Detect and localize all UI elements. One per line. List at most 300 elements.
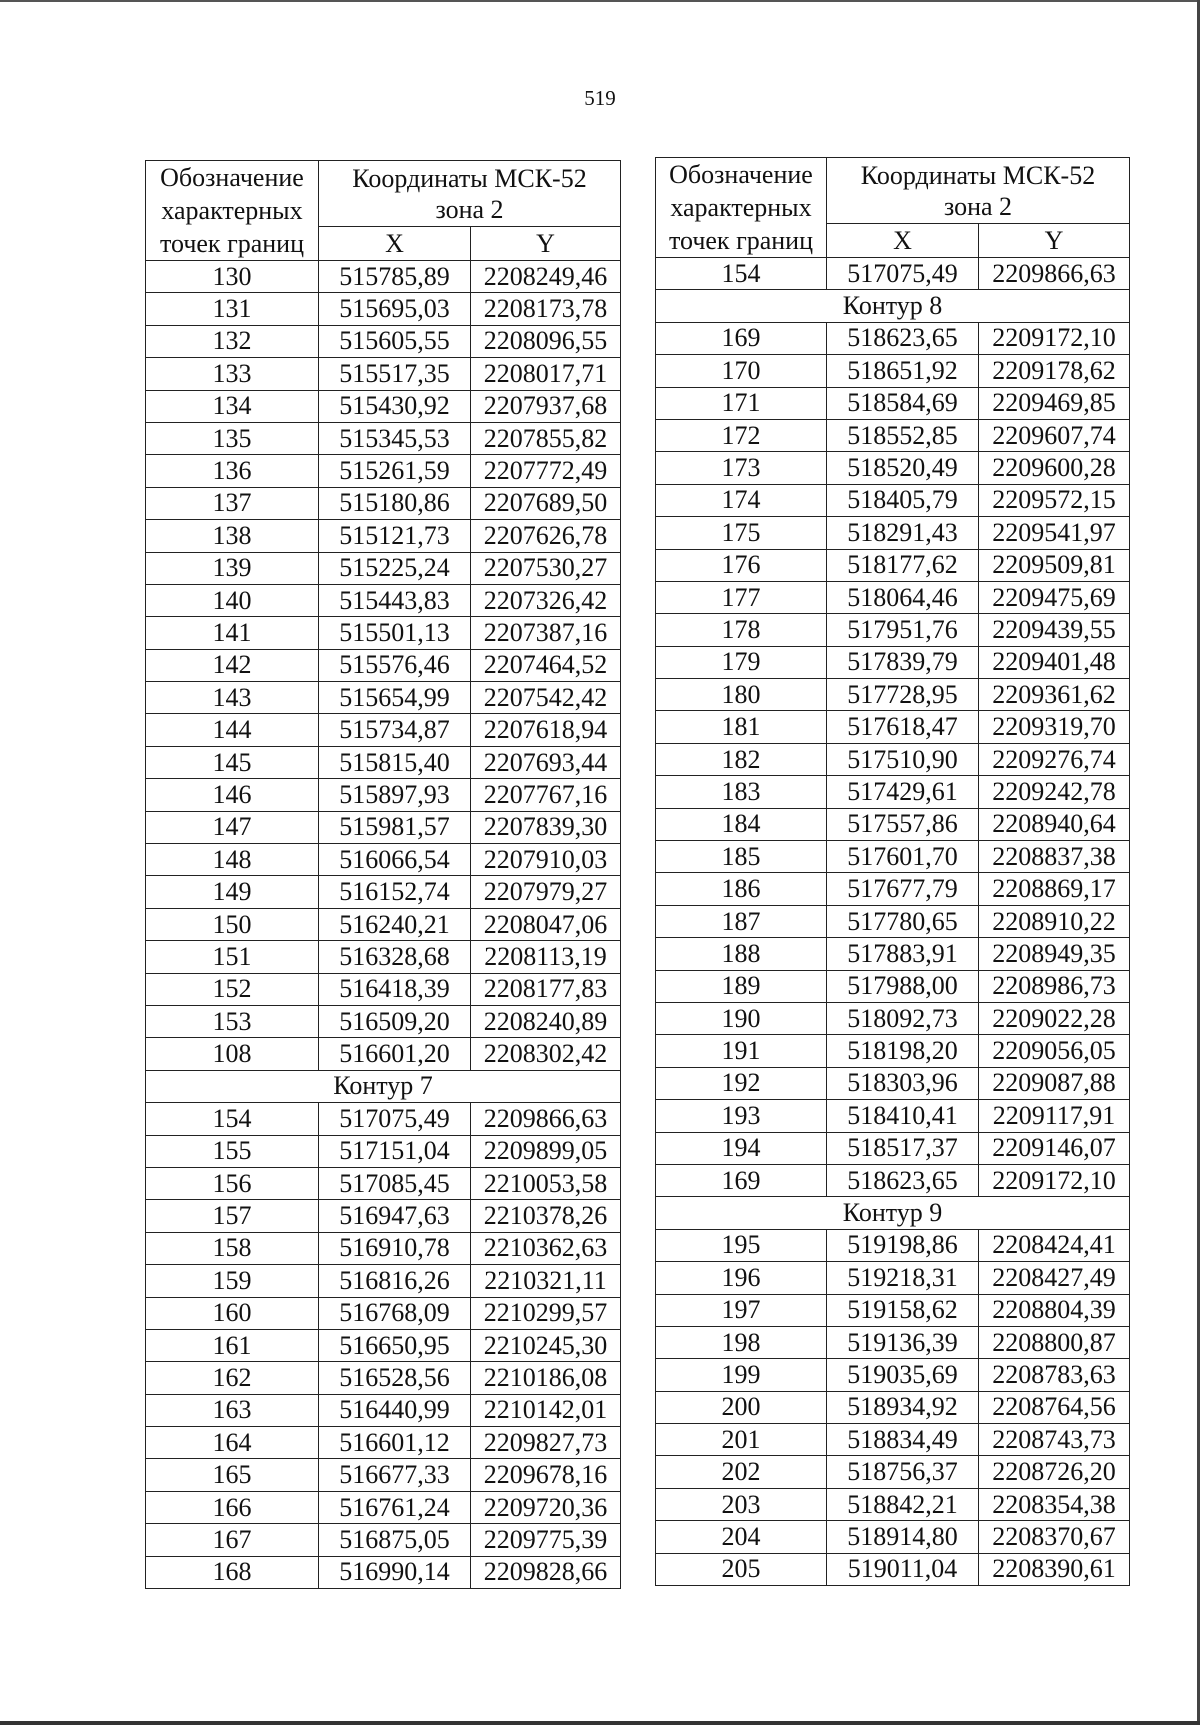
table-row xyxy=(146,908,621,940)
x-coordinate-cell: 516152,74 xyxy=(319,876,471,908)
x-coordinate-cell: 518291,43 xyxy=(827,517,979,549)
table-row xyxy=(656,1294,1130,1326)
point-id-cell: 171 xyxy=(656,387,827,419)
table-row xyxy=(656,355,1130,387)
x-coordinate-cell: 518934,92 xyxy=(827,1391,979,1423)
table-row xyxy=(146,1524,621,1556)
point-id-cell: 166 xyxy=(146,1491,319,1523)
point-id-cell: 187 xyxy=(656,905,827,937)
x-coordinate-cell: 516910,78 xyxy=(319,1232,471,1264)
table-row xyxy=(146,941,621,973)
table-row xyxy=(146,1135,621,1167)
designation-header-line: Обозначение xyxy=(160,163,304,192)
contour-label: Контур 9 xyxy=(656,1197,1130,1229)
table-row xyxy=(656,1488,1130,1520)
y-coordinate-cell: 2208940,64 xyxy=(979,808,1130,840)
y-coordinate-cell: 2208113,19 xyxy=(471,941,621,973)
point-id-cell: 200 xyxy=(656,1391,827,1423)
point-id-cell: 203 xyxy=(656,1488,827,1520)
y-coordinate-cell: 2209866,63 xyxy=(979,258,1130,290)
x-coordinate-cell: 515261,59 xyxy=(319,455,471,487)
x-coordinate-cell: 518756,37 xyxy=(827,1456,979,1488)
designation-header xyxy=(656,158,827,258)
y-coordinate-cell: 2210378,26 xyxy=(471,1200,621,1232)
y-coordinate-cell: 2209475,69 xyxy=(979,581,1130,613)
y-coordinate-cell: 2208096,55 xyxy=(471,325,621,357)
table-row xyxy=(146,714,621,746)
x-coordinate-cell: 517988,00 xyxy=(827,970,979,1002)
point-id-cell: 152 xyxy=(146,973,319,1005)
y-coordinate-cell: 2208743,73 xyxy=(979,1424,1130,1456)
table-row xyxy=(146,617,621,649)
y-coordinate-cell: 2207542,42 xyxy=(471,682,621,714)
y-coordinate-cell: 2208783,63 xyxy=(979,1359,1130,1391)
x-coordinate-cell: 516990,14 xyxy=(319,1556,471,1588)
x-coordinate-cell: 515897,93 xyxy=(319,779,471,811)
point-id-cell: 194 xyxy=(656,1132,827,1164)
x-coordinate-cell: 518552,85 xyxy=(827,419,979,451)
point-id-cell: 146 xyxy=(146,779,319,811)
x-coordinate-cell: 516528,56 xyxy=(319,1362,471,1394)
table-row xyxy=(146,455,621,487)
designation-header-line: характерных xyxy=(161,196,303,225)
point-id-cell: 182 xyxy=(656,743,827,775)
y-coordinate-cell: 2208804,39 xyxy=(979,1294,1130,1326)
table-row xyxy=(656,646,1130,678)
point-id-cell: 147 xyxy=(146,811,319,843)
y-coordinate-cell: 2208047,06 xyxy=(471,908,621,940)
table-row xyxy=(656,258,1130,290)
point-id-cell: 165 xyxy=(146,1459,319,1491)
table-row xyxy=(146,844,621,876)
point-id-cell: 149 xyxy=(146,876,319,908)
y-coordinate-cell: 2210053,58 xyxy=(471,1167,621,1199)
designation-header xyxy=(146,161,319,261)
table-row xyxy=(146,1005,621,1037)
x-coordinate-cell: 516328,68 xyxy=(319,941,471,973)
point-id-cell: 204 xyxy=(656,1521,827,1553)
coordinates-header-line: Координаты МСК-52 xyxy=(860,160,1096,190)
y-coordinate-cell: 2208949,35 xyxy=(979,938,1130,970)
x-coordinate-cell: 515517,35 xyxy=(319,358,471,390)
table-row xyxy=(656,808,1130,840)
point-id-cell: 195 xyxy=(656,1229,827,1261)
x-coordinate-cell: 516601,12 xyxy=(319,1427,471,1459)
x-coordinate-cell: 516677,33 xyxy=(319,1459,471,1491)
designation-header-line: точек границ xyxy=(159,229,305,258)
y-coordinate-cell: 2208370,67 xyxy=(979,1521,1130,1553)
point-id-cell: 201 xyxy=(656,1424,827,1456)
y-coordinate-cell: 2209172,10 xyxy=(979,322,1130,354)
y-coordinate-cell: 2209178,62 xyxy=(979,355,1130,387)
y-coordinate-cell: 2207855,82 xyxy=(471,422,621,454)
point-id-cell: 184 xyxy=(656,808,827,840)
point-id-cell: 157 xyxy=(146,1200,319,1232)
y-coordinate-cell: 2210245,30 xyxy=(471,1329,621,1361)
point-id-cell: 175 xyxy=(656,517,827,549)
table-row xyxy=(656,614,1130,646)
y-coordinate-cell: 2209720,36 xyxy=(471,1491,621,1523)
table-row xyxy=(656,484,1130,516)
y-coordinate-cell: 2208837,38 xyxy=(979,841,1130,873)
table-row xyxy=(146,325,621,357)
y-coordinate-cell: 2208869,17 xyxy=(979,873,1130,905)
point-id-cell: 197 xyxy=(656,1294,827,1326)
y-coordinate-cell: 2207464,52 xyxy=(471,649,621,681)
x-coordinate-cell: 518303,96 xyxy=(827,1067,979,1099)
table-row xyxy=(656,1456,1130,1488)
y-coordinate-cell: 2207767,16 xyxy=(471,779,621,811)
x-coordinate-cell: 517075,49 xyxy=(827,258,979,290)
y-coordinate-cell: 2208427,49 xyxy=(979,1262,1130,1294)
table-row xyxy=(656,711,1130,743)
table-row xyxy=(146,1329,621,1361)
y-coordinate-cell: 2209572,15 xyxy=(979,484,1130,516)
point-id-cell: 108 xyxy=(146,1038,319,1070)
point-id-cell: 161 xyxy=(146,1329,319,1361)
x-coordinate-cell: 516761,24 xyxy=(319,1491,471,1523)
y-coordinate-cell: 2209469,85 xyxy=(979,387,1130,419)
y-coordinate-cell: 2210186,08 xyxy=(471,1362,621,1394)
y-coordinate-cell: 2209828,66 xyxy=(471,1556,621,1588)
y-coordinate-cell: 2208910,22 xyxy=(979,905,1130,937)
point-id-cell: 136 xyxy=(146,455,319,487)
table-row xyxy=(146,1200,621,1232)
x-coordinate-cell: 515121,73 xyxy=(319,520,471,552)
point-id-cell: 155 xyxy=(146,1135,319,1167)
x-coordinate-cell: 516418,39 xyxy=(319,973,471,1005)
table-row xyxy=(656,322,1130,354)
point-id-cell: 205 xyxy=(656,1553,827,1585)
y-coordinate-cell: 2209866,63 xyxy=(471,1103,621,1135)
contour-row xyxy=(656,1197,1130,1229)
y-coordinate-cell: 2209509,81 xyxy=(979,549,1130,581)
table-row xyxy=(656,1391,1130,1423)
x-coordinate-cell: 515981,57 xyxy=(319,811,471,843)
y-coordinate-cell: 2209361,62 xyxy=(979,679,1130,711)
x-coordinate-cell: 519035,69 xyxy=(827,1359,979,1391)
y-coordinate-cell: 2208726,20 xyxy=(979,1456,1130,1488)
point-id-cell: 132 xyxy=(146,325,319,357)
x-coordinate-cell: 515180,86 xyxy=(319,487,471,519)
x-coordinate-cell: 518198,20 xyxy=(827,1035,979,1067)
x-coordinate-cell: 516601,20 xyxy=(319,1038,471,1070)
scan-border-top xyxy=(0,0,1200,2)
x-coordinate-cell: 519198,86 xyxy=(827,1229,979,1261)
point-id-cell: 154 xyxy=(656,258,827,290)
table-row xyxy=(146,1297,621,1329)
point-id-cell: 193 xyxy=(656,1100,827,1132)
table-row xyxy=(656,776,1130,808)
point-id-cell: 168 xyxy=(146,1556,319,1588)
point-id-cell: 180 xyxy=(656,679,827,711)
contour-label: Контур 8 xyxy=(656,290,1130,322)
point-id-cell: 183 xyxy=(656,776,827,808)
point-id-cell: 181 xyxy=(656,711,827,743)
x-coordinate-cell: 519136,39 xyxy=(827,1326,979,1358)
table-row xyxy=(146,649,621,681)
point-id-cell: 190 xyxy=(656,1002,827,1034)
table-row xyxy=(146,1103,621,1135)
point-id-cell: 156 xyxy=(146,1167,319,1199)
y-coordinate-cell: 2209022,28 xyxy=(979,1002,1130,1034)
point-id-cell: 143 xyxy=(146,682,319,714)
y-coordinate-cell: 2209401,48 xyxy=(979,646,1130,678)
table-row xyxy=(146,261,621,293)
point-id-cell: 140 xyxy=(146,584,319,616)
x-coordinate-cell: 518517,37 xyxy=(827,1132,979,1164)
point-id-cell: 172 xyxy=(656,419,827,451)
contour-row xyxy=(656,290,1130,322)
y-coordinate-cell: 2208249,46 xyxy=(471,261,621,293)
x-coordinate-cell: 517075,49 xyxy=(319,1103,471,1135)
point-id-cell: 198 xyxy=(656,1326,827,1358)
point-id-cell: 188 xyxy=(656,938,827,970)
x-coordinate-cell: 516650,95 xyxy=(319,1329,471,1361)
point-id-cell: 177 xyxy=(656,581,827,613)
x-coordinate-cell: 518623,65 xyxy=(827,1164,979,1196)
table-row xyxy=(656,1067,1130,1099)
x-coordinate-cell: 515695,03 xyxy=(319,293,471,325)
point-id-cell: 148 xyxy=(146,844,319,876)
table-row xyxy=(656,1553,1130,1585)
coordinates-header xyxy=(319,161,621,227)
table-row xyxy=(656,679,1130,711)
x-coordinate-cell: 518064,46 xyxy=(827,581,979,613)
table-row xyxy=(146,876,621,908)
y-coordinate-cell: 2207387,16 xyxy=(471,617,621,649)
table-row xyxy=(146,811,621,843)
y-coordinate-cell: 2209775,39 xyxy=(471,1524,621,1556)
point-id-cell: 145 xyxy=(146,746,319,778)
y-coordinate-cell: 2209827,73 xyxy=(471,1427,621,1459)
table-row xyxy=(656,1424,1130,1456)
y-coordinate-cell: 2207839,30 xyxy=(471,811,621,843)
point-id-cell: 158 xyxy=(146,1232,319,1264)
point-id-cell: 199 xyxy=(656,1359,827,1391)
point-id-cell: 137 xyxy=(146,487,319,519)
x-coordinate-cell: 518584,69 xyxy=(827,387,979,419)
y-coordinate-cell: 2209087,88 xyxy=(979,1067,1130,1099)
table-row xyxy=(656,419,1130,451)
y-coordinate-cell: 2209242,78 xyxy=(979,776,1130,808)
point-id-cell: 174 xyxy=(656,484,827,516)
table-row xyxy=(146,584,621,616)
point-id-cell: 151 xyxy=(146,941,319,973)
y-axis-header: Y xyxy=(979,224,1130,258)
point-id-cell: 139 xyxy=(146,552,319,584)
x-coordinate-cell: 516768,09 xyxy=(319,1297,471,1329)
y-coordinate-cell: 2210142,01 xyxy=(471,1394,621,1426)
x-axis-header: X xyxy=(319,227,471,261)
point-id-cell: 133 xyxy=(146,358,319,390)
table-row xyxy=(146,1491,621,1523)
table-row xyxy=(656,1326,1130,1358)
y-coordinate-cell: 2207530,27 xyxy=(471,552,621,584)
y-coordinate-cell: 2207689,50 xyxy=(471,487,621,519)
point-id-cell: 130 xyxy=(146,261,319,293)
table-row xyxy=(656,517,1130,549)
table-row xyxy=(656,1229,1130,1261)
x-coordinate-cell: 517557,86 xyxy=(827,808,979,840)
point-id-cell: 144 xyxy=(146,714,319,746)
table-row xyxy=(146,779,621,811)
point-id-cell: 135 xyxy=(146,422,319,454)
y-coordinate-cell: 2208302,42 xyxy=(471,1038,621,1070)
table-row xyxy=(146,746,621,778)
y-coordinate-cell: 2207910,03 xyxy=(471,844,621,876)
point-id-cell: 138 xyxy=(146,520,319,552)
table-body-right xyxy=(656,158,1130,1586)
table-row xyxy=(146,682,621,714)
coordinates-header-line: зона 2 xyxy=(435,194,504,224)
table-row xyxy=(146,358,621,390)
coordinates-table-right xyxy=(655,157,1130,1586)
table-row xyxy=(656,1035,1130,1067)
y-coordinate-cell: 2208390,61 xyxy=(979,1553,1130,1585)
x-coordinate-cell: 515345,53 xyxy=(319,422,471,454)
table-row xyxy=(146,1232,621,1264)
designation-header-line: точек границ xyxy=(668,226,814,255)
x-coordinate-cell: 515734,87 xyxy=(319,714,471,746)
x-coordinate-cell: 517951,76 xyxy=(827,614,979,646)
point-id-cell: 164 xyxy=(146,1427,319,1459)
table-row xyxy=(146,487,621,519)
point-id-cell: 150 xyxy=(146,908,319,940)
y-coordinate-cell: 2210299,57 xyxy=(471,1297,621,1329)
y-coordinate-cell: 2207693,44 xyxy=(471,746,621,778)
table-row xyxy=(146,1265,621,1297)
point-id-cell: 178 xyxy=(656,614,827,646)
y-coordinate-cell: 2208017,71 xyxy=(471,358,621,390)
table-row xyxy=(656,743,1130,775)
x-coordinate-cell: 515501,13 xyxy=(319,617,471,649)
point-id-cell: 153 xyxy=(146,1005,319,1037)
contour-row xyxy=(146,1070,621,1102)
point-id-cell: 196 xyxy=(656,1262,827,1294)
y-coordinate-cell: 2208986,73 xyxy=(979,970,1130,1002)
table-row xyxy=(656,1132,1130,1164)
y-coordinate-cell: 2209541,97 xyxy=(979,517,1130,549)
coordinates-header-line: зона 2 xyxy=(943,191,1013,221)
x-coordinate-cell: 517839,79 xyxy=(827,646,979,678)
y-coordinate-cell: 2208177,83 xyxy=(471,973,621,1005)
x-coordinate-cell: 516240,21 xyxy=(319,908,471,940)
y-coordinate-cell: 2208173,78 xyxy=(471,293,621,325)
point-id-cell: 202 xyxy=(656,1456,827,1488)
point-id-cell: 169 xyxy=(656,322,827,354)
page-number: 519 xyxy=(584,86,616,110)
x-coordinate-cell: 518651,92 xyxy=(827,355,979,387)
y-coordinate-cell: 2209319,70 xyxy=(979,711,1130,743)
x-coordinate-cell: 518623,65 xyxy=(827,322,979,354)
x-coordinate-cell: 515654,99 xyxy=(319,682,471,714)
table-row xyxy=(656,1002,1130,1034)
x-coordinate-cell: 518842,21 xyxy=(827,1488,979,1520)
y-coordinate-cell: 2209056,05 xyxy=(979,1035,1130,1067)
y-coordinate-cell: 2208354,38 xyxy=(979,1488,1130,1520)
point-id-cell: 159 xyxy=(146,1265,319,1297)
table-row xyxy=(146,1427,621,1459)
coordinates-header-line: Координаты МСК-52 xyxy=(352,163,587,193)
table-row xyxy=(656,1359,1130,1391)
x-coordinate-cell: 517085,45 xyxy=(319,1167,471,1199)
x-coordinate-cell: 519011,04 xyxy=(827,1553,979,1585)
table-row xyxy=(146,293,621,325)
scan-border-bottom xyxy=(0,1721,1200,1725)
y-coordinate-cell: 2209600,28 xyxy=(979,452,1130,484)
y-coordinate-cell: 2209607,74 xyxy=(979,419,1130,451)
x-coordinate-cell: 516509,20 xyxy=(319,1005,471,1037)
x-coordinate-cell: 517151,04 xyxy=(319,1135,471,1167)
table-row xyxy=(656,841,1130,873)
x-coordinate-cell: 516947,63 xyxy=(319,1200,471,1232)
table-row xyxy=(146,1362,621,1394)
table-row xyxy=(146,1038,621,1070)
point-id-cell: 142 xyxy=(146,649,319,681)
x-coordinate-cell: 518834,49 xyxy=(827,1424,979,1456)
y-coordinate-cell: 2208800,87 xyxy=(979,1326,1130,1358)
y-axis-header: Y xyxy=(471,227,621,261)
table-row xyxy=(146,1394,621,1426)
point-id-cell: 170 xyxy=(656,355,827,387)
x-coordinate-cell: 516816,26 xyxy=(319,1265,471,1297)
coordinates-header xyxy=(827,158,1130,224)
table-body-left xyxy=(146,161,621,1589)
table-row xyxy=(656,581,1130,613)
x-coordinate-cell: 517429,61 xyxy=(827,776,979,808)
point-id-cell: 192 xyxy=(656,1067,827,1099)
x-axis-header: X xyxy=(827,224,979,258)
point-id-cell: 154 xyxy=(146,1103,319,1135)
x-coordinate-cell: 515576,46 xyxy=(319,649,471,681)
x-coordinate-cell: 517601,70 xyxy=(827,841,979,873)
y-coordinate-cell: 2208240,89 xyxy=(471,1005,621,1037)
y-coordinate-cell: 2209678,16 xyxy=(471,1459,621,1491)
point-id-cell: 189 xyxy=(656,970,827,1002)
point-id-cell: 179 xyxy=(656,646,827,678)
x-coordinate-cell: 515815,40 xyxy=(319,746,471,778)
x-coordinate-cell: 515785,89 xyxy=(319,261,471,293)
table-row xyxy=(656,1100,1130,1132)
point-id-cell: 191 xyxy=(656,1035,827,1067)
x-coordinate-cell: 517780,65 xyxy=(827,905,979,937)
y-coordinate-cell: 2208424,41 xyxy=(979,1229,1130,1261)
y-coordinate-cell: 2209439,55 xyxy=(979,614,1130,646)
x-coordinate-cell: 517728,95 xyxy=(827,679,979,711)
x-coordinate-cell: 518410,41 xyxy=(827,1100,979,1132)
y-coordinate-cell: 2207618,94 xyxy=(471,714,621,746)
header-row xyxy=(146,161,621,227)
table-row xyxy=(146,422,621,454)
contour-label: Контур 7 xyxy=(146,1070,621,1102)
table-row xyxy=(656,873,1130,905)
table-row xyxy=(146,520,621,552)
point-id-cell: 163 xyxy=(146,1394,319,1426)
table-row xyxy=(146,390,621,422)
x-coordinate-cell: 518405,79 xyxy=(827,484,979,516)
table-row xyxy=(656,387,1130,419)
x-coordinate-cell: 515225,24 xyxy=(319,552,471,584)
table-row xyxy=(146,973,621,1005)
y-coordinate-cell: 2209146,07 xyxy=(979,1132,1130,1164)
x-coordinate-cell: 517618,47 xyxy=(827,711,979,743)
point-id-cell: 185 xyxy=(656,841,827,873)
point-id-cell: 162 xyxy=(146,1362,319,1394)
designation-header-line: характерных xyxy=(670,193,812,222)
point-id-cell: 131 xyxy=(146,293,319,325)
y-coordinate-cell: 2209276,74 xyxy=(979,743,1130,775)
